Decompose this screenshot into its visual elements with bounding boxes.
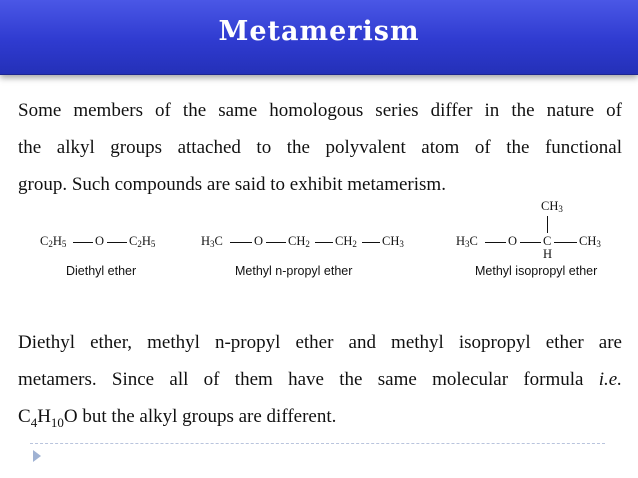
slide-title: Metamerism: [218, 16, 420, 47]
bond: [485, 242, 506, 243]
caption-methyl-isopropyl-ether: Methyl isopropyl ether: [475, 264, 598, 278]
conclusion-line-2-text: metamers. Since all of them have the same molecular formula: [18, 369, 599, 390]
conclusion-line-2-italic: i.e.: [598, 369, 622, 390]
mip-bottom-h: H: [543, 247, 553, 261]
bond: [315, 242, 333, 243]
intro-line-3: group. Such compounds are said to exhibit metamerism.: [18, 174, 446, 195]
intro-paragraph: [18, 92, 622, 203]
mnp-ch2-b: $CH_2$: [335, 234, 357, 249]
mnp-ch2-a: $CH_2$: [288, 234, 310, 249]
intro-line-1: Some members of the same homologous series differ in the nature of: [18, 100, 622, 121]
mip-right-ch3: $CH_3$: [579, 234, 601, 249]
mip-oxygen: O: [508, 234, 518, 248]
conclusion-line-1: Diethyl ether, methyl n-propyl ether and methyl isopropyl ether are: [18, 332, 622, 353]
bond: [362, 242, 380, 243]
bond: [520, 242, 541, 243]
caption-diethyl-ether: Diethyl ether: [66, 264, 137, 278]
bond: [230, 242, 252, 243]
mip-carbon: C: [543, 234, 552, 248]
mnp-oxygen: O: [254, 234, 264, 248]
bond: [554, 242, 577, 243]
conclusion-paragraph: [18, 324, 622, 435]
conclusion-line-3-text: but the alkyl groups are different.: [77, 406, 337, 427]
intro-line-2: the alkyl groups attached to the polyvalent atom of the functional: [18, 137, 622, 158]
triangle-right-icon: [33, 450, 41, 462]
diethyl-oxygen: O: [95, 234, 105, 248]
footer-divider: [30, 443, 605, 444]
mip-h3c: $H_3C$: [456, 234, 478, 249]
mip-top-ch3: $CH_3$: [541, 199, 563, 214]
mnp-h3c: $H_3C$: [201, 234, 223, 249]
bond: [107, 242, 127, 243]
vertical-bond: [547, 216, 548, 233]
title-bar: [0, 0, 638, 75]
mnp-ch3: $CH_3$: [382, 234, 404, 249]
molecular-formula: $C_4H_{10}O$: [18, 406, 78, 430]
diethyl-left-group: $C_2H_5$: [40, 234, 67, 249]
conclusion-line-3: [18, 398, 622, 435]
bond: [266, 242, 286, 243]
diethyl-right-group: $C_2H_5$: [129, 234, 156, 249]
conclusion-line-2: [18, 361, 622, 398]
bond: [73, 242, 93, 243]
caption-methyl-n-propyl-ether: Methyl n-propyl ether: [235, 264, 353, 278]
